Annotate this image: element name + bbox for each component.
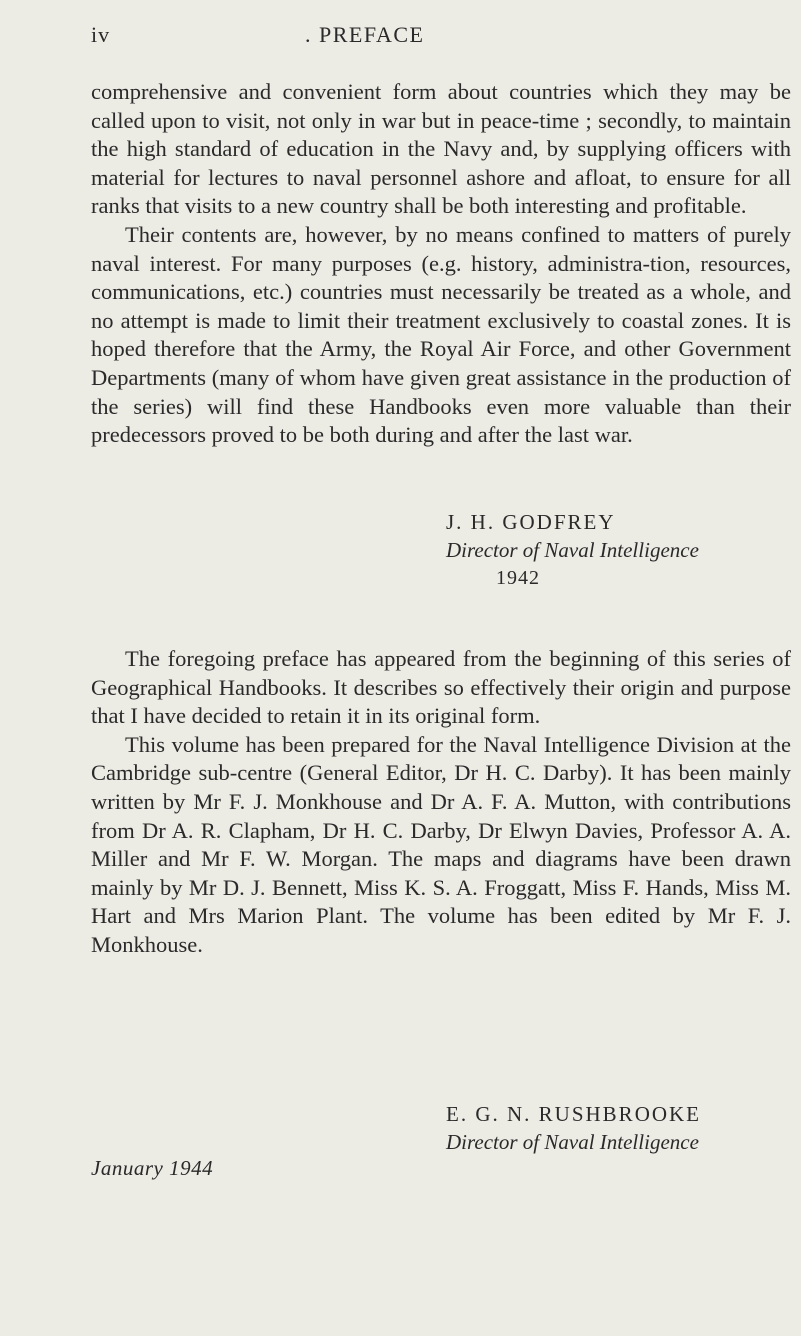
signature-date: 1942 bbox=[496, 567, 540, 589]
volume-preface bbox=[91, 645, 791, 960]
page-number: iv bbox=[91, 22, 111, 47]
signatory-title: Director of Naval Intelligence bbox=[446, 538, 699, 562]
preface-date: January 1944 bbox=[91, 1156, 214, 1180]
paragraph-continued: comprehensive and convenient form about countries which they may be called upon to visit, not only in war but in peace-time ; secondly, to maintain the high standard of education in the Navy and, by supplying officers with material for lectures to naval personnel ashore and afloat, to ensure for all ranks that visits to a new country shall be both interesting and profitable. bbox=[91, 79, 791, 219]
paragraph: The foregoing preface has appeared from the beginning of this series of Geographical Handbooks. It describes so effectively their origin and purpose that I have decided to retain it in its original form. bbox=[91, 646, 791, 729]
signatory-name: E. G. N. RUSHBROOKE bbox=[446, 1102, 702, 1126]
running-head bbox=[91, 22, 791, 50]
running-head-title: . PREFACE bbox=[305, 22, 425, 47]
paragraph: This volume has been prepared for the Naval Intelligence Division at the Cambridge sub-centre (General Editor, Dr H. C. Darby). It has been mainly written by Mr F. J. Monkhouse and Dr A. F. A. Mutton, with contributions from Dr A. R. Clapham, Dr H. C. Darby, Dr Elwyn Davies, Professor A. A. Miller and Mr F. W. Morgan. The maps and diagrams have been drawn mainly by Mr D. J. Bennett, Miss K. S. A. Froggatt, Miss F. Hands, Miss M. Hart and Mrs Marion Plant. The volume has been edited by Mr F. J. Monkhouse. bbox=[91, 731, 791, 957]
original-preface bbox=[91, 78, 791, 450]
signatory-title: Director of Naval Intelligence bbox=[446, 1130, 699, 1154]
signatory-name: J. H. GODFREY bbox=[446, 510, 616, 534]
paragraph: Their contents are, however, by no means confined to matters of purely naval interest. For many purposes (e.g. history, administra-tion, resources, communications, etc.) countries must necessarily be treated as a whole, and no attempt is made to limit their treatment exclusively to coastal zones. It is hoped therefore that the Army, the Royal Air Force, and other Government Departments (many of whom have given great assistance in the production of the series) will find these Handbooks even more valuable than their predecessors proved to be both during and after the last war. bbox=[91, 221, 791, 448]
signature-rushbrooke bbox=[446, 1100, 786, 1156]
signature-godfrey bbox=[446, 508, 786, 592]
